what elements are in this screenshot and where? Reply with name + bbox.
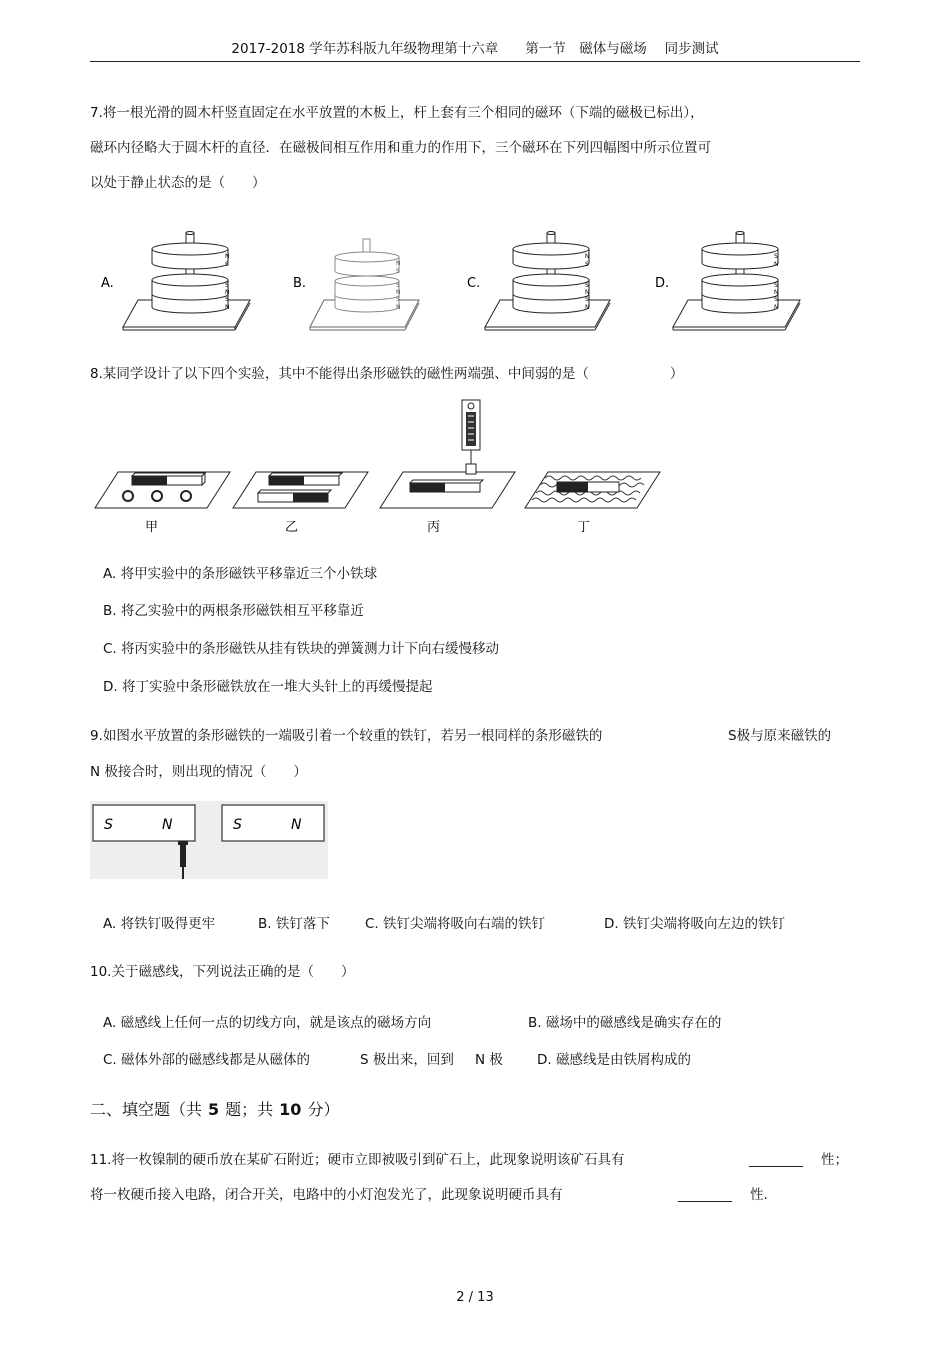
pole-label-s: S <box>396 296 400 303</box>
section-2-score: 10 <box>279 1100 302 1119</box>
q8-label-bing: 丙 <box>427 520 441 535</box>
q9-line-1-right: S极与原来磁铁的 <box>728 728 832 744</box>
q9-option-d: D. 铁钉尖端将吸向左边的铁钉 <box>604 916 785 932</box>
pole-label-s: S <box>774 296 778 303</box>
pole-label-s: S <box>225 261 229 268</box>
pole-label-n: N <box>774 304 779 311</box>
pole-label-n: N <box>585 253 590 260</box>
q8-label-jia: 甲 <box>145 520 159 535</box>
q7-option-c-label: C. <box>467 276 481 291</box>
header-divider <box>90 61 860 62</box>
pole-label-s: S <box>396 282 400 289</box>
pole-label-n: N <box>396 304 401 311</box>
pole-label-n: N <box>396 260 401 267</box>
q11-blank-2[interactable]: ________ <box>678 1187 732 1203</box>
pole-label-s: S <box>585 261 589 268</box>
pole-label-n: N <box>585 304 590 311</box>
q7-line-2: 磁环内径略大于圆木杆的直径．在磁极间相互作用和重力的作用下，三个磁环在下列四幅图中所示位置可 <box>90 140 711 156</box>
q11-line-2: 将一枚硬币接入电路，闭合开关，电路中的小灯泡发光了，此现象说明硬币具有 <box>90 1187 563 1203</box>
q7-option-a-diagram <box>101 232 250 331</box>
pole-label-s: S <box>774 253 778 260</box>
q9-right-magnet-n: N <box>291 817 302 833</box>
q8-label-ding: 丁 <box>577 520 591 535</box>
q9-option-b: B. 铁钉落下 <box>258 916 330 932</box>
pole-label-s: S <box>225 296 229 303</box>
q7-option-b-diagram <box>293 239 419 330</box>
q9-right-magnet-s: S <box>233 817 242 833</box>
q9-left-magnet-s: S <box>104 817 113 833</box>
q9-option-a: A. 将铁钉吸得更牢 <box>103 916 216 932</box>
q10-option-c-part1: C. 磁体外部的磁感线都是从磁体的 <box>103 1052 311 1068</box>
q10-option-d: D. 磁感线是由铁屑构成的 <box>537 1052 691 1068</box>
page-number: 2 / 13 <box>456 1290 494 1305</box>
q9-line-1-left: 9.如图水平放置的条形磁铁的一端吸引着一个较重的铁钉，若另一根同样的条形磁铁的 <box>90 728 603 744</box>
pole-label-s: S <box>585 296 589 303</box>
pole-label-n: N <box>774 261 779 268</box>
pole-label-n: N <box>225 253 230 260</box>
q7-figure <box>95 225 815 335</box>
q7-line-1: 7.将一根光滑的圆木杆竖直固定在水平放置的木板上，杆上套有三个相同的磁环（下端的磁极已标出）， <box>90 105 704 121</box>
q11-blank-1[interactable]: ________ <box>749 1152 803 1168</box>
q10-option-b: B. 磁场中的磁感线是确实存在的 <box>528 1015 722 1031</box>
q10-option-a: A. 磁感线上任何一点的切线方向，就是该点的磁场方向 <box>103 1015 432 1031</box>
pole-label-s: S <box>396 268 400 275</box>
pole-label-s: S <box>225 282 229 289</box>
q10-option-c-part3: N 极 <box>475 1052 503 1068</box>
q8-option-b: B. 将乙实验中的两根条形磁铁相互平移靠近 <box>103 603 364 619</box>
pole-label-n: N <box>774 289 779 296</box>
page-header-title: 2017-2018 学年苏科版九年级物理第十六章 第一节 磁体与磁场 同步测试 <box>231 41 719 57</box>
q7-option-b-label: B. <box>293 276 307 291</box>
q8-option-c: C. 将丙实验中的条形磁铁从挂有铁块的弹簧测力计下向右缓慢移动 <box>103 641 500 657</box>
section-2-suffix: 分） <box>307 1100 340 1119</box>
q8-figure-jia <box>95 472 230 535</box>
section-2-heading <box>90 1097 339 1120</box>
q8-option-d: D. 将丁实验中条形磁铁放在一堆大头针上的再缓慢提起 <box>103 679 433 695</box>
q11-unit-1: 性； <box>821 1152 848 1168</box>
q8-figure <box>90 398 670 540</box>
pole-label-n: N <box>225 289 230 296</box>
q8-stem: 8.某同学设计了以下四个实验，其中不能得出条形磁铁的磁性两端强、中间弱的是（ ） <box>90 366 684 382</box>
q9-option-c: C. 铁钉尖端将吸向右端的铁钉 <box>365 916 546 932</box>
q8-label-yi: 乙 <box>285 520 299 535</box>
pole-label-n: N <box>585 289 590 296</box>
q8-option-a: A. 将甲实验中的条形磁铁平移靠近三个小铁球 <box>103 566 378 582</box>
q7-option-c-diagram <box>467 232 610 331</box>
q9-figure <box>90 801 328 881</box>
q10-option-c-part2: S 极出来，回到 <box>360 1052 454 1068</box>
pole-label-n: N <box>225 304 230 311</box>
q7-option-a-label: A. <box>101 276 114 291</box>
q11-unit-2: 性. <box>750 1187 768 1203</box>
q7-line-3: 以处于静止状态的是（ ） <box>90 175 266 191</box>
q8-figure-yi <box>233 472 368 535</box>
q11-line-1: 11.将一枚镍制的硬币放在某矿石附近；硬市立即被吸引到矿石上，此现象说明该矿石具有 <box>90 1152 625 1168</box>
pole-label-n: N <box>396 289 401 296</box>
q7-option-d-diagram <box>655 232 800 331</box>
q9-left-magnet-n: N <box>162 817 173 833</box>
section-2-middle: 题；共 <box>225 1100 274 1119</box>
section-2-prefix: 二、填空题（共 <box>90 1100 203 1119</box>
q10-stem: 10.关于磁感线，下列说法正确的是（ ） <box>90 964 355 980</box>
q8-figure-bing <box>380 400 515 535</box>
q7-option-d-label: D. <box>655 276 670 291</box>
section-2-count: 5 <box>208 1100 220 1119</box>
q9-line-2: N 极接合时，则出现的情况（ ） <box>90 764 307 780</box>
pole-label-s: S <box>585 282 589 289</box>
q8-figure-ding <box>525 472 660 535</box>
pole-label-s: S <box>774 282 778 289</box>
